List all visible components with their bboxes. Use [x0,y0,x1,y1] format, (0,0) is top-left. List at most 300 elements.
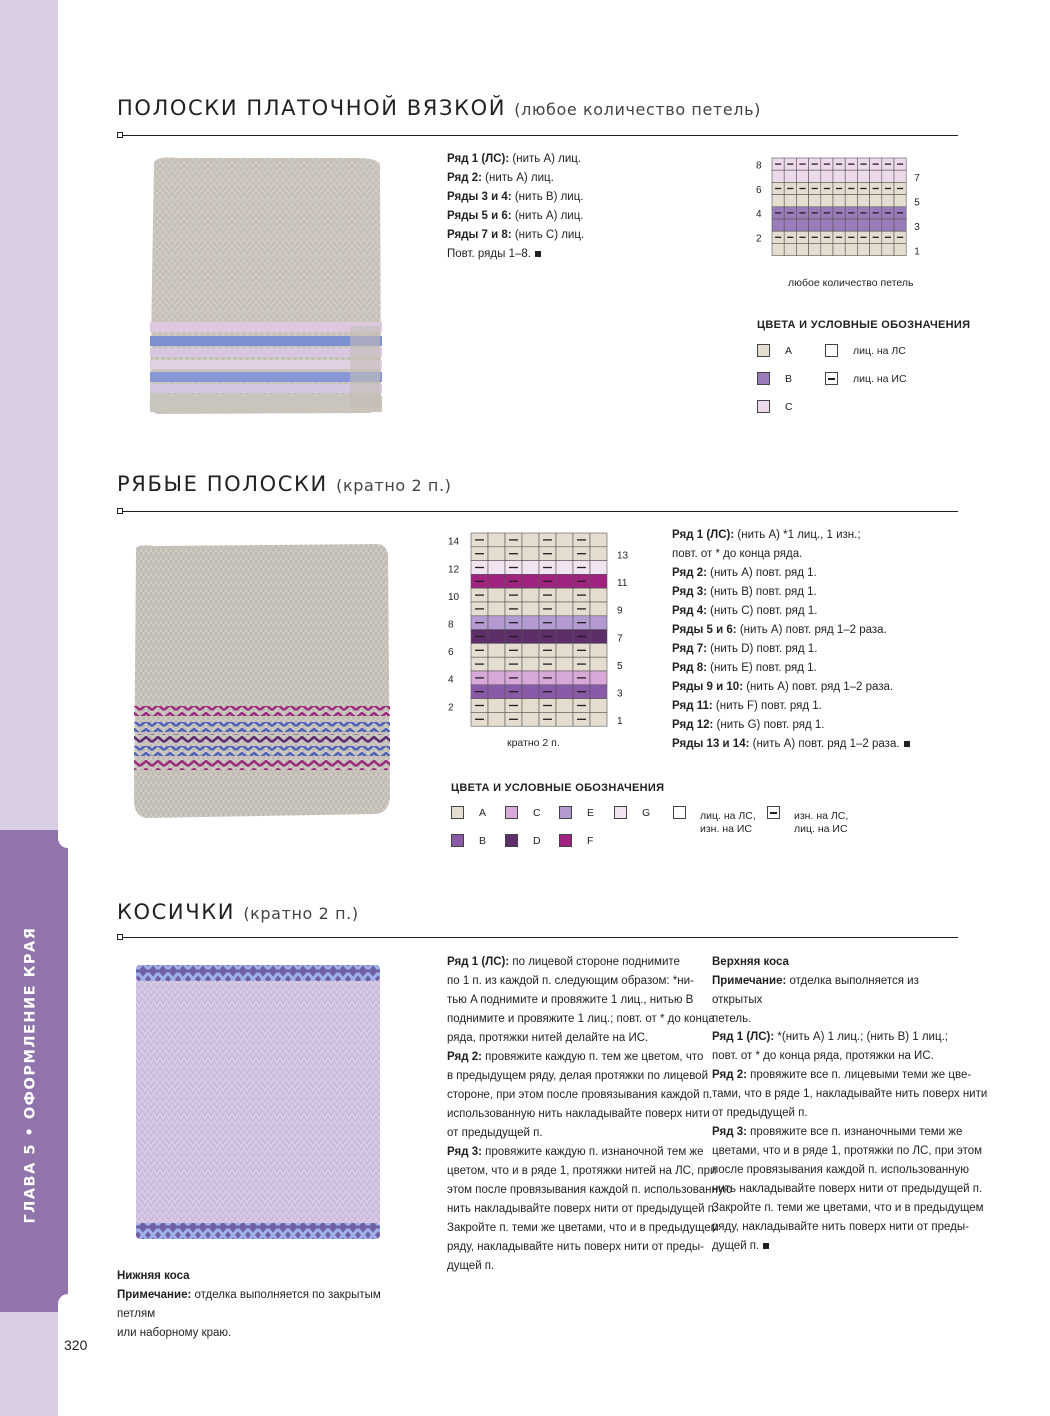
chart-cell [556,547,573,561]
row-number-right: 9 [617,605,623,617]
chart-cell [522,712,539,726]
s3-mid-instruction-text: тью A поднимите и провяжите 1 лиц., нитью B [447,994,694,1006]
color-label: E [587,807,595,819]
s3-right-instruction-line [712,1218,987,1237]
chart-cell [833,243,845,255]
symbol-label: лиц. на ЛС [853,345,906,357]
section2-chart-caption: кратно 2 п. [507,737,560,749]
s3-right-instruction-text: провяжите все п. лицевыми теми же цве- [746,1069,972,1081]
s2-instruction-row-label: Ряды 13 и 14: [672,738,750,750]
s3-mid-instruction-line [447,1105,732,1124]
s3-right-instruction-text: тами, что в ряде 1, накладывайте нить поверх нити [712,1088,988,1100]
s1-instruction-line [447,169,584,188]
chart-cell [556,643,573,657]
chart-cell [833,195,845,207]
s2-instruction-line [672,678,910,697]
chart-cell [590,630,607,644]
chart-cell [488,699,505,713]
color-label: G [642,807,651,819]
section1-chart-svg [752,152,932,282]
s3-mid-instruction-text: провяжите каждую п. изнаночной тем же [481,1146,704,1158]
symbol-label: изн. на ЛС, [794,810,849,822]
row-number-right: 5 [617,660,623,672]
s3-mid-instruction-text: использованную нить накладывайте поверх нити [447,1108,710,1120]
s2-instruction-text: (нить A) повт. ряд 1. [706,567,817,579]
s2-instruction-text: (нить B) повт. ряд 1. [706,586,817,598]
s2-instruction-text: повт. от * до конца ряда. [672,548,803,560]
chart-cell [882,219,894,231]
chart-cell [590,643,607,657]
knit-symbol-icon [825,344,838,357]
color-label: C [785,401,793,413]
row-number-left: 8 [448,619,454,631]
s3-mid-instruction-line [447,1067,732,1086]
end-mark-icon [763,1243,769,1249]
chart-cell [556,574,573,588]
s1-instruction-row-label: Ряды 3 и 4: [447,191,512,203]
chart-cell [522,561,539,575]
section1-title: ПОЛОСКИ ПЛАТОЧНОЙ ВЯЗКОЙ (любое количество петель) [117,96,761,120]
chart-cell [821,195,833,207]
bottom-braid-heading: Нижняя коса [117,1270,190,1282]
s3-mid-instruction-line [447,1257,732,1276]
chart-cell [556,699,573,713]
section1-chart [752,152,932,292]
color-label: C [533,807,541,819]
s2-instruction-row-label: Ряд 8: [672,662,707,674]
s3-mid-instruction-text: Закройте п. теми же цветами, что и в предыдущем [447,1222,719,1234]
s2-instruction-line [672,697,910,716]
bottom-braid-note [117,1267,417,1343]
chart-cell [488,588,505,602]
chart-cell [488,574,505,588]
s3-mid-instruction-line [447,1029,732,1048]
chart-cell [784,170,796,182]
s2-instruction-line [672,545,910,564]
s2-instruction-line [672,564,910,583]
chart-cell [870,219,882,231]
chart-cell [522,699,539,713]
s3-mid-instruction-line [447,953,732,972]
s2-instruction-text: (нить A) *1 лиц., 1 изн.; [734,529,861,541]
s2-instruction-row-label: Ряды 9 и 10: [672,681,744,693]
chart-cell [488,547,505,561]
s3-mid-instruction-text: провяжите каждую п. тем же цветом, что [481,1051,704,1063]
s3-right-instruction-text: ряду, накладывайте нить поверх нити от преды- [712,1221,969,1233]
row-number-left: 6 [448,647,454,659]
chart-cell [809,170,821,182]
symbol-label: лиц. на ЛС, [700,810,756,822]
chart-cell [857,170,869,182]
s2-instruction-row-label: Ряд 7: [672,643,707,655]
chart-cell [556,671,573,685]
chart-cell [590,561,607,575]
s2-instruction-text: (нить G) повт. ряд 1. [713,719,825,731]
s3-right-instruction-line [712,1104,987,1123]
chart-cell [882,195,894,207]
s3-right-instruction-line [712,1066,987,1085]
section2-rule [119,511,958,512]
chart-cell [522,657,539,671]
s2-instruction-line [672,659,910,678]
s3-mid-instruction-text: цветом, что и в ряде 1, протяжки нитей на ЛС, при [447,1165,717,1177]
s3-mid-instruction-text: по лицевой стороне поднимите [509,956,680,968]
s1-instruction-line [447,226,584,245]
chart-cell [845,243,857,255]
chart-cell [590,574,607,588]
side-band [0,0,58,830]
s3-right-instruction-row-label: Ряд 3: [712,1126,747,1138]
chart-cell [882,170,894,182]
s3-mid-instruction-line [447,1086,732,1105]
s3-mid-instruction-line [447,1010,732,1029]
s2-instruction-row-label: Ряды 5 и 6: [672,624,737,636]
s2-instruction-line [672,526,910,545]
s1-instruction-text: (нить C) лиц. [511,229,585,241]
s3-mid-instruction-text: в предыдущем ряду, делая протяжки по лицевой [447,1070,708,1082]
chart-cell [772,243,784,255]
chart-cell [488,602,505,616]
s1-instruction-text: (нить A) лиц. [509,153,582,165]
top-braid-note [712,953,962,1029]
s2-instruction-text: (нить D) повт. ряд 1. [706,643,818,655]
row-number-left: 12 [448,564,460,576]
chart-cell [857,195,869,207]
color-swatch-B [757,372,770,385]
s1-instruction-row-label: Ряд 2: [447,172,482,184]
s1-instruction-row-label: Ряды 5 и 6: [447,210,512,222]
chart-cell [894,219,906,231]
s3-mid-instruction-text: стороне, при этом после провязывания каждой п. [447,1089,713,1101]
chart-cell [894,195,906,207]
s3-mid-instruction-line [447,991,732,1010]
row-number-right: 13 [617,550,629,562]
section3-rule [119,937,958,938]
color-swatch-G [614,806,627,819]
s1-instruction-row-label: Ряды 7 и 8: [447,229,512,241]
s2-instruction-row-label: Ряд 2: [672,567,707,579]
section2-photo [116,528,408,838]
chart-cell [833,170,845,182]
row-number-right: 11 [617,578,628,590]
row-number-left: 10 [448,591,460,603]
section2-legend [451,806,871,856]
s3-mid-instruction-text: дущей п. [447,1260,495,1272]
chart-cell [590,602,607,616]
chart-cell [845,219,857,231]
s3-right-instruction-line [712,1123,987,1142]
s2-instruction-line [672,602,910,621]
row-number-right: 7 [914,173,920,185]
top-braid-note-line1: Примечание: отделка выполняется из открытых [712,975,919,1006]
chart-cell [522,616,539,630]
color-label: A [479,807,487,819]
s3-right-instruction-line [712,1047,987,1066]
row-number-left: 14 [448,536,460,548]
s2-instruction-row-label: Ряд 11: [672,700,713,712]
s3-right-instruction-text: Закройте п. теми же цветами, что и в предыдущем [712,1202,984,1214]
section2-chart-svg [444,529,634,734]
chart-cell [894,243,906,255]
chart-cell [845,170,857,182]
tab-notch-bottom [58,1294,68,1312]
s2-instruction-line [672,621,910,640]
chart-cell [772,219,784,231]
s1-instruction-text: (нить A) лиц. [511,210,584,222]
color-swatch-B [451,834,464,847]
purl-symbol-icon [767,806,780,819]
chart-cell [772,195,784,207]
chart-cell [556,616,573,630]
chart-cell [784,195,796,207]
section3-middle-column [447,953,732,1276]
s3-right-instruction-line [712,1237,987,1256]
chart-cell [870,170,882,182]
symbol-label: изн. на ИС [700,823,752,835]
color-swatch-E [559,806,572,819]
chart-cell [857,243,869,255]
bottom-braid-note-line1: Примечание: отделка выполняется по закрытым петлям [117,1289,381,1320]
s1-instruction-line [447,245,584,264]
chart-cell [809,195,821,207]
s3-mid-instruction-line [447,1238,732,1257]
row-number-right: 1 [617,716,623,728]
chart-cell [590,616,607,630]
s1-instruction-text: Повт. ряды 1–8. [447,248,531,260]
chart-cell [821,170,833,182]
chart-cell [882,243,894,255]
s3-mid-instruction-row-label: Ряд 3: [447,1146,482,1158]
s2-instruction-text: (нить C) повт. ряд 1. [706,605,818,617]
chart-cell [522,602,539,616]
s3-mid-instruction-line [447,1143,732,1162]
s3-mid-instruction-text: нить накладывайте поверх нити от предыдущей п. [447,1203,718,1215]
s3-right-instruction-row-label: Ряд 2: [712,1069,747,1081]
chart-cell [556,602,573,616]
chart-cell [488,712,505,726]
chart-cell [821,219,833,231]
s3-right-instruction-line [712,1085,987,1104]
top-braid-heading: Верхняя коса [712,956,789,968]
s3-right-instruction-line [712,1142,987,1161]
chart-cell [590,699,607,713]
chart-cell [522,547,539,561]
s2-instruction-row-label: Ряд 12: [672,719,714,731]
chart-cell [590,588,607,602]
section2-chart [444,529,634,734]
s3-mid-instruction-line [447,1162,732,1181]
s3-right-instruction-line [712,1180,987,1199]
s2-instruction-row-label: Ряд 1 (ЛС): [672,529,735,541]
s2-instruction-text: (нить E) повт. ряд 1. [706,662,817,674]
s3-right-instruction-line [712,1161,987,1180]
s1-instruction-text: (нить A) лиц. [481,172,554,184]
chart-cell [894,170,906,182]
chart-cell [556,685,573,699]
chart-cell [796,219,808,231]
row-number-left: 8 [756,160,762,172]
row-number-left: 4 [756,209,762,221]
section1-legend [757,340,957,420]
section2-title: РЯБЫЕ ПОЛОСКИ (кратно 2 п.) [117,472,452,496]
end-mark-icon [904,741,910,747]
s2-instruction-row-label: Ряд 3: [672,586,707,598]
chart-cell [590,685,607,699]
s2-instruction-row-label: Ряд 4: [672,605,707,617]
s3-mid-instruction-line [447,1181,732,1200]
chart-cell [809,243,821,255]
top-braid-note-line2: петель. [712,1013,752,1025]
section3-title: КОСИЧКИ (кратно 2 п.) [117,900,359,924]
chart-cell [590,547,607,561]
chapter-label: ГЛАВА 5 • ОФОРМЛЕНИЕ КРАЯ [22,926,39,1224]
s1-instruction-text: (нить B) лиц. [511,191,584,203]
color-swatch-C [757,400,770,413]
section1-rule [119,135,958,136]
section3-right-column [712,1028,987,1256]
color-label: F [587,835,594,847]
chart-cell [784,219,796,231]
row-number-left: 2 [448,702,454,714]
s2-instruction-line [672,716,910,735]
chart-cell [870,243,882,255]
symbol-label: лиц. на ИС [853,373,907,385]
chart-cell [821,243,833,255]
s3-right-instruction-text: дущей п. [712,1240,760,1252]
s2-instruction-line [672,640,910,659]
chart-cell [590,671,607,685]
chart-cell [796,195,808,207]
chart-cell [488,657,505,671]
chart-cell [488,630,505,644]
symbol-label: лиц. на ИС [794,823,848,835]
purl-symbol-icon [825,372,838,385]
s3-mid-instruction-line [447,1200,732,1219]
s3-right-instruction-text: повт. от * до конца ряда, протяжки на ИС. [712,1050,934,1062]
color-swatch-A [757,344,770,357]
s3-right-instruction-text: нить накладывайте поверх нити от предыдущей п. [712,1183,983,1195]
chart-cell [522,574,539,588]
chart-cell [590,657,607,671]
chart-cell [488,561,505,575]
s3-mid-instruction-text: этом после провязывания каждой п. использованную [447,1184,733,1196]
chart-cell [522,685,539,699]
color-swatch-C [505,806,518,819]
s1-instruction-line [447,188,584,207]
chart-cell [556,561,573,575]
chart-cell [556,712,573,726]
row-number-left: 4 [448,674,454,686]
s3-mid-instruction-row-label: Ряд 1 (ЛС): [447,956,510,968]
knit-symbol-icon [673,806,686,819]
row-number-right: 1 [914,246,920,258]
end-mark-icon [535,251,541,257]
page-number: 320 [64,1337,88,1353]
s3-right-instruction-line [712,1028,987,1047]
color-swatch-A [451,806,464,819]
chart-cell [488,616,505,630]
color-label: B [785,373,793,385]
chart-cell [590,533,607,547]
row-number-right: 7 [617,633,623,645]
chart-cell [556,533,573,547]
section1-legend-title: ЦВЕТА И УСЛОВНЫЕ ОБОЗНАЧЕНИЯ [757,319,971,331]
s2-instruction-line [672,735,910,754]
s1-instruction-row-label: Ряд 1 (ЛС): [447,153,510,165]
s3-mid-instruction-text: поднимите и провяжите 1 лиц.; повт. от * до конца [447,1013,715,1025]
s2-instruction-text: (нить A) повт. ряд 1–2 раза. [749,738,900,750]
s3-right-instruction-text: от предыдущей п. [712,1107,808,1119]
s3-right-instruction-row-label: Ряд 1 (ЛС): [712,1031,775,1043]
chart-cell [488,671,505,685]
s3-mid-instruction-row-label: Ряд 2: [447,1051,482,1063]
section1-photo [118,150,403,425]
chart-cell [522,671,539,685]
chart-cell [796,170,808,182]
row-number-right: 3 [617,688,623,700]
row-number-left: 6 [756,184,762,196]
color-label: D [533,835,541,847]
s2-instruction-line [672,583,910,602]
chart-cell [522,533,539,547]
row-number-right: 3 [914,221,920,233]
section2-instructions [672,526,910,754]
s3-mid-instruction-line [447,1124,732,1143]
s2-instruction-text: (нить A) повт. ряд 1–2 раза. [736,624,887,636]
color-label: B [479,835,487,847]
s1-instruction-line [447,150,584,169]
chart-cell [845,195,857,207]
color-swatch-F [559,834,572,847]
s3-right-instruction-text: *(нить A) 1 лиц.; (нить B) 1 лиц.; [774,1031,948,1043]
section1-chart-caption: любое количество петель [788,277,914,289]
section1-instructions [447,150,584,264]
s3-mid-instruction-line [447,1219,732,1238]
section3-photo [118,955,403,1260]
chart-cell [556,630,573,644]
section2-legend-title: ЦВЕТА И УСЛОВНЫЕ ОБОЗНАЧЕНИЯ [451,782,665,794]
s3-mid-instruction-text: от предыдущей п. [447,1127,543,1139]
chart-cell [772,170,784,182]
chart-cell [522,630,539,644]
chart-cell [556,657,573,671]
s1-instruction-line [447,207,584,226]
chart-cell [488,685,505,699]
side-band-bottom [0,1312,58,1416]
chart-cell [796,243,808,255]
s3-right-instruction-text: цветами, что и в ряде 1, протяжки по ЛС, при этом [712,1145,983,1157]
chart-cell [522,588,539,602]
s3-right-instruction-text: после провязывания каждой п. использованную [712,1164,969,1176]
chart-cell [522,643,539,657]
chart-cell [857,219,869,231]
s3-right-instruction-line [712,1199,987,1218]
bottom-braid-note-line2: или наборному краю. [117,1327,232,1339]
chart-cell [590,712,607,726]
s3-mid-instruction-line [447,972,732,991]
s3-mid-instruction-text: ряда, протяжки нитей делайте на ИС. [447,1032,649,1044]
s2-instruction-text: (нить F) повт. ряд 1. [712,700,822,712]
s3-right-instruction-text: провяжите все п. изнаночными теми же [746,1126,963,1138]
chart-cell [556,588,573,602]
chart-cell [488,643,505,657]
chart-cell [833,219,845,231]
chart-cell [809,219,821,231]
s3-mid-instruction-line [447,1048,732,1067]
chart-cell [784,243,796,255]
chart-cell [870,195,882,207]
color-label: A [785,345,793,357]
